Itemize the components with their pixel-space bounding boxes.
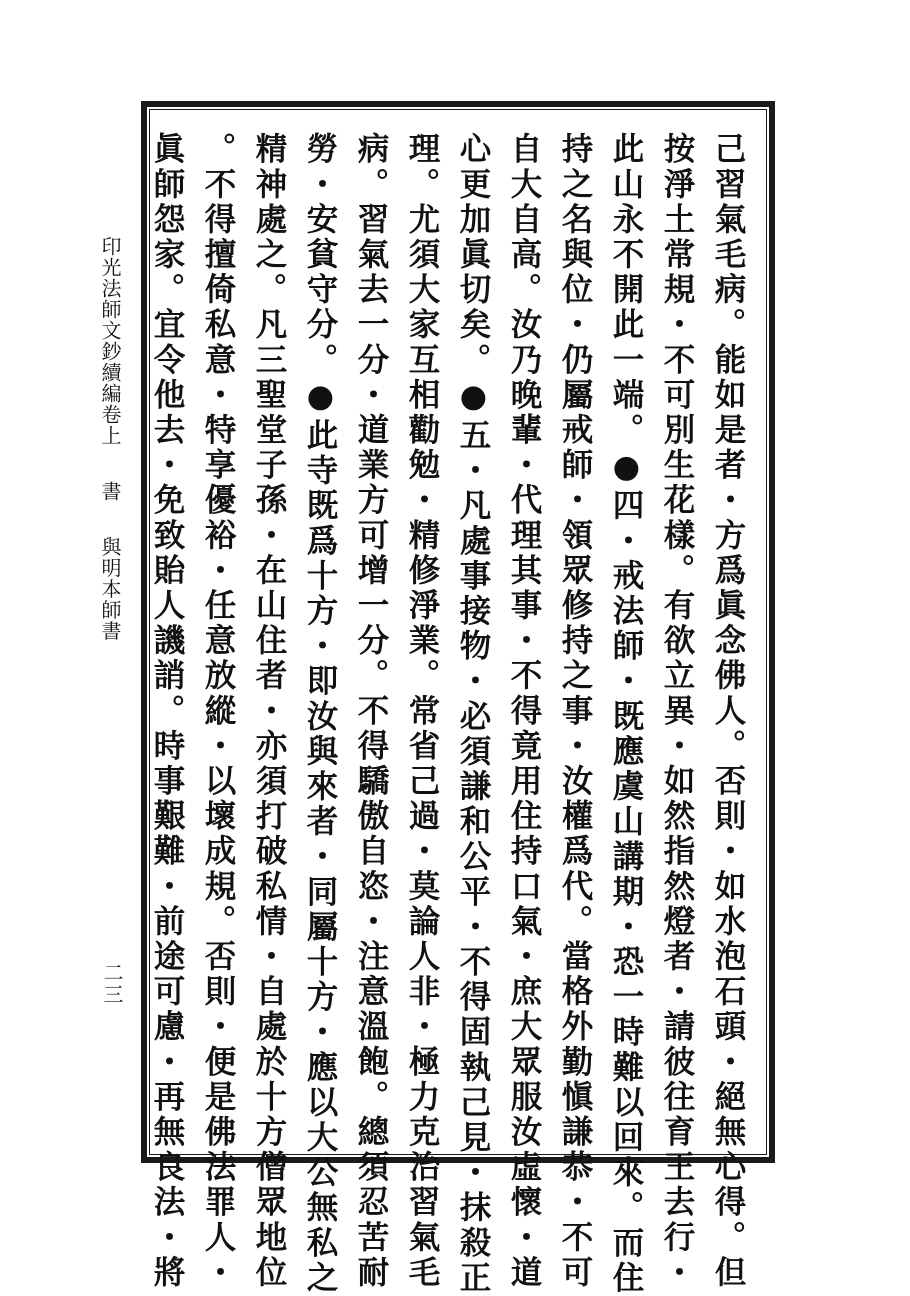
running-header <box>96 236 124 641</box>
page-number: 二三 <box>100 962 124 1006</box>
text-column-10: 精神處之。凡三聖堂子孫・在山住者・亦須打破私情・自處於十方僧眾地位 <box>251 132 288 1291</box>
book-title: 印光法師文鈔續編卷上 <box>98 236 122 446</box>
text-column-9: 勞・安貧守分。●此寺既爲十方・即汝與來者・同屬十方・應以大公無私之 <box>302 132 339 1296</box>
text-column-2: 按淨土常規・不可別生花樣。有欲立異・如然指然燈者・請彼往育王去行・ <box>659 132 696 1291</box>
letter-title: 與明本師書 <box>98 536 122 642</box>
text-column-4: 持之名與位・仍屬戒師・領眾修持之事・汝權爲代。當格外勤愼謙恭・不可 <box>557 132 594 1291</box>
text-column-5: 自大自高。汝乃晚輩・代理其事・不得竟用住持口氣・庶大眾服汝虛懷・道 <box>506 132 543 1291</box>
text-column-6: 心更加眞切矣。●五・凡處事接物・必須謙和公平・不得固執己見・抹殺正 <box>455 132 492 1296</box>
text-column-3: 此山永不開此一端。●四・戒法師・既應虞山講期・恐一時難以回來。而住 <box>608 132 645 1296</box>
text-column-1: 己習氣毛病。能如是者・方爲眞念佛人。否則・如水泡石頭・絕無心得。但 <box>710 132 747 1291</box>
text-column-7: 理。尤須大家互相勸勉・精修淨業。常省己過・莫論人非・極力克治習氣毛 <box>404 132 441 1291</box>
text-column-12: 眞師怨家。宜令他去・免致貽人譏誚。時事艱難・前途可慮・再無良法・將 <box>149 132 186 1291</box>
body-text <box>149 132 754 1296</box>
section-label: 書 <box>98 480 122 502</box>
text-column-8: 病。習氣去一分・道業方可增一分。不得驕傲自恣・注意溫飽。總須忍苦耐 <box>353 132 390 1291</box>
text-column-11: 。不得擅倚私意・特享優裕・任意放縱・以壞成規。否則・便是佛法罪人・ <box>200 132 237 1291</box>
